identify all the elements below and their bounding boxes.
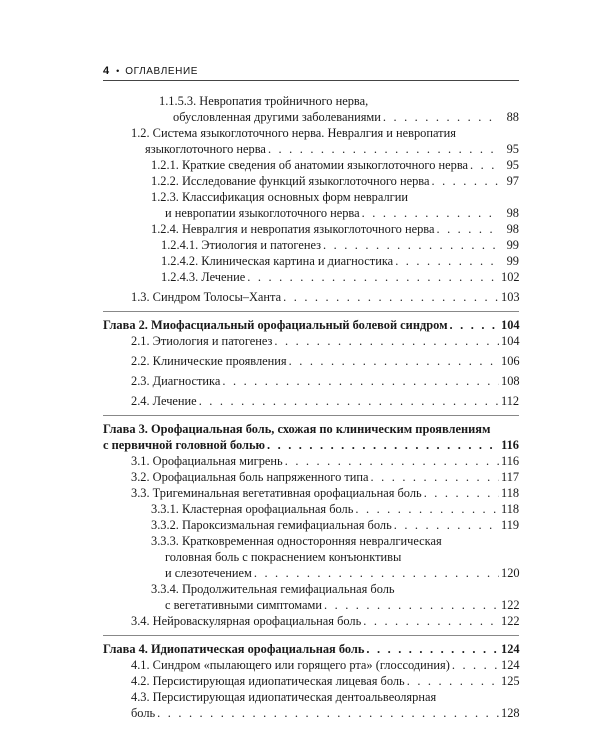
header-rule xyxy=(103,80,519,81)
dot-leader xyxy=(268,141,499,157)
dot-leader xyxy=(383,109,499,125)
dot-leader xyxy=(470,157,499,173)
toc-entry-2-1 xyxy=(131,333,519,349)
toc-entry-text: 1.2.1. Краткие сведения об анатомии языкоглоточного нерва xyxy=(151,158,469,172)
toc-page-number: 128 xyxy=(501,706,520,720)
toc-entry-1-2-4-3 xyxy=(161,269,519,285)
toc-entry-1-3 xyxy=(131,289,519,305)
separator-bullet-icon: • xyxy=(116,66,120,76)
toc-entry-text: с вегетативными симптомами xyxy=(165,598,322,612)
dot-leader xyxy=(283,289,499,305)
toc-entry-text: 4.1. Синдром «пылающего или горящего рта» (глоссодиния) xyxy=(131,658,450,672)
toc-entry-3-3-3 xyxy=(151,533,519,581)
toc-page-number: 122 xyxy=(501,598,520,612)
toc-entry-1-2-4-2 xyxy=(161,253,519,269)
toc-page-number: 106 xyxy=(501,354,520,368)
toc-entry-text: 3.3. Тригеминальная вегетативная орофациальная боль xyxy=(131,486,422,500)
toc-page-number: 125 xyxy=(501,674,520,688)
dot-leader xyxy=(424,485,499,501)
dot-leader xyxy=(199,393,499,409)
toc-entry-1-2-4-1 xyxy=(161,237,519,253)
toc-entry-4-1 xyxy=(131,657,519,673)
chapter-divider xyxy=(103,311,519,312)
dot-leader xyxy=(274,333,499,349)
toc-entry-3-1 xyxy=(131,453,519,469)
dot-leader xyxy=(254,565,499,581)
dot-leader xyxy=(324,597,499,613)
dot-leader xyxy=(407,673,499,689)
toc-page-number: 124 xyxy=(501,642,520,656)
toc-entry-text: 3.3.1. Кластерная орофациальная боль xyxy=(151,502,354,516)
dot-leader xyxy=(323,237,499,253)
toc-page-number: 97 xyxy=(506,174,519,188)
dot-leader xyxy=(289,353,499,369)
toc-entry-text: 4.3. Персистирующая идиопатическая дентоальвеолярная xyxy=(131,690,437,704)
toc-entry-text: 1.2.4. Невралгия и невропатия языкоглоточного нерва xyxy=(151,222,435,236)
chapter-divider xyxy=(103,415,519,416)
toc-page-number: 116 xyxy=(501,454,520,468)
toc-page-number: 117 xyxy=(501,470,520,484)
toc-page-number: 99 xyxy=(506,238,519,252)
toc-entry-text: и слезотечением xyxy=(165,566,252,580)
toc-page-number: 120 xyxy=(501,566,520,580)
table-of-contents xyxy=(103,93,519,721)
toc-page-number: 95 xyxy=(506,142,519,156)
dot-leader xyxy=(431,173,499,189)
toc-entry-1-1-5-3 xyxy=(159,93,519,125)
toc-entry-text: обусловленная другими заболеваниями xyxy=(173,110,381,124)
dot-leader xyxy=(362,205,499,221)
toc-page-number: 112 xyxy=(501,394,520,408)
dot-leader xyxy=(355,501,499,517)
dot-leader xyxy=(267,437,499,453)
dot-leader xyxy=(436,221,499,237)
toc-entry-text: 1.2.4.2. Клиническая картина и диагностика xyxy=(161,254,394,268)
toc-page-number: 116 xyxy=(501,438,519,452)
toc-entry-3-2 xyxy=(131,469,519,485)
toc-entry-text: боль xyxy=(131,706,156,720)
toc-page-number: 88 xyxy=(506,110,519,124)
toc-entry-text: 1.2.4.1. Этиология и патогенез xyxy=(161,238,321,252)
toc-page-number: 124 xyxy=(501,658,520,672)
toc-chapter-4 xyxy=(103,641,519,657)
toc-entry-text: головная боль с покраснением конъюнктивы xyxy=(165,550,402,564)
toc-page-number: 104 xyxy=(501,318,520,332)
toc-entry-text: 3.3.3. Кратковременная односторонняя невралгическая xyxy=(151,534,442,548)
toc-entry-4-2 xyxy=(131,673,519,689)
toc-page-number: 108 xyxy=(501,374,520,388)
toc-chapter-3 xyxy=(103,421,519,453)
toc-page-number: 95 xyxy=(506,158,519,172)
toc-entry-1-2-4 xyxy=(151,221,519,237)
dot-leader xyxy=(450,317,499,333)
dot-leader xyxy=(366,641,499,657)
toc-entry-text: 2.4. Лечение xyxy=(131,394,197,408)
toc-entry-3-3-2 xyxy=(151,517,519,533)
dot-leader xyxy=(222,373,499,389)
toc-entry-1-2-3 xyxy=(151,189,519,221)
dot-leader xyxy=(157,705,499,721)
toc-page-number: 118 xyxy=(501,502,520,516)
running-head-title: ОГЛАВЛЕНИЕ xyxy=(125,66,199,77)
dot-leader xyxy=(371,469,499,485)
toc-entry-text: 3.1. Орофациальная мигрень xyxy=(131,454,283,468)
dot-leader xyxy=(395,253,499,269)
toc-chapter-2 xyxy=(103,317,519,333)
toc-entry-1-2-1 xyxy=(151,157,519,173)
toc-page-number: 118 xyxy=(501,486,520,500)
toc-entry-text: 3.2. Орофациальная боль напряженного типа xyxy=(131,470,369,484)
toc-page-number: 99 xyxy=(506,254,519,268)
toc-chapter-title: Глава 2. Миофасциальный орофациальный болевой синдром xyxy=(103,318,448,332)
toc-entry-text: 4.2. Персистирующая идиопатическая лицевая боль xyxy=(131,674,405,688)
toc-entry-text: 1.3. Синдром Толосы–Ханта xyxy=(131,290,282,304)
dot-leader xyxy=(394,517,499,533)
toc-page-number: 119 xyxy=(501,518,520,532)
toc-entry-text: 1.2.2. Исследование функций языкоглоточного нерва xyxy=(151,174,430,188)
dot-leader xyxy=(452,657,499,673)
toc-page-number: 98 xyxy=(506,222,519,236)
dot-leader xyxy=(247,269,499,285)
toc-entry-2-4 xyxy=(131,393,519,409)
toc-entry-1-2 xyxy=(131,125,519,157)
toc-chapter-title: Глава 3. Орофациальная боль, схожая по клиническим проявлениям xyxy=(103,422,491,436)
toc-entry-text: 1.2.3. Классификация основных форм невралгии xyxy=(151,190,409,204)
toc-entry-text: и невропатии языкоглоточного нерва xyxy=(165,206,360,220)
toc-entry-text: 3.3.4. Продолжительная гемифациальная боль xyxy=(151,582,395,596)
toc-page-number: 122 xyxy=(501,614,520,628)
toc-entry-4-3 xyxy=(131,689,519,721)
toc-entry-text: 1.1.5.3. Невропатия тройничного нерва, xyxy=(159,94,369,108)
running-head xyxy=(103,64,519,78)
dot-leader xyxy=(285,453,499,469)
toc-page-number: 98 xyxy=(506,206,519,220)
toc-entry-text: 1.2.4.3. Лечение xyxy=(161,270,246,284)
toc-entry-text: 1.2. Система языкоглоточного нерва. Невралгия и невропатия xyxy=(131,126,456,140)
toc-entry-1-2-2 xyxy=(151,173,519,189)
chapter-divider xyxy=(103,635,519,636)
dot-leader xyxy=(363,613,499,629)
toc-page-number: 102 xyxy=(501,270,520,284)
toc-entry-3-3-4 xyxy=(151,581,519,613)
toc-entry-text: 3.3.2. Пароксизмальная гемифациальная боль xyxy=(151,518,392,532)
toc-entry-text: 2.3. Диагностика xyxy=(131,374,221,388)
toc-chapter-title: с первичной головной болью xyxy=(103,438,266,452)
toc-entry-text: 2.1. Этиология и патогенез xyxy=(131,334,273,348)
toc-entry-text: языкоглоточного нерва xyxy=(145,142,266,156)
toc-entry-2-2 xyxy=(131,353,519,369)
toc-entry-2-3 xyxy=(131,373,519,389)
toc-entry-text: 3.4. Нейроваскулярная орофациальная боль xyxy=(131,614,362,628)
toc-chapter-title: Глава 4. Идиопатическая орофациальная боль xyxy=(103,642,365,656)
toc-entry-text: 2.2. Клинические проявления xyxy=(131,354,287,368)
toc-entry-3-3 xyxy=(131,485,519,501)
toc-page-number: 104 xyxy=(501,334,520,348)
toc-page-number: 103 xyxy=(501,290,520,304)
page-number: 4 xyxy=(103,65,110,77)
toc-entry-3-3-1 xyxy=(151,501,519,517)
toc-entry-3-4 xyxy=(131,613,519,629)
